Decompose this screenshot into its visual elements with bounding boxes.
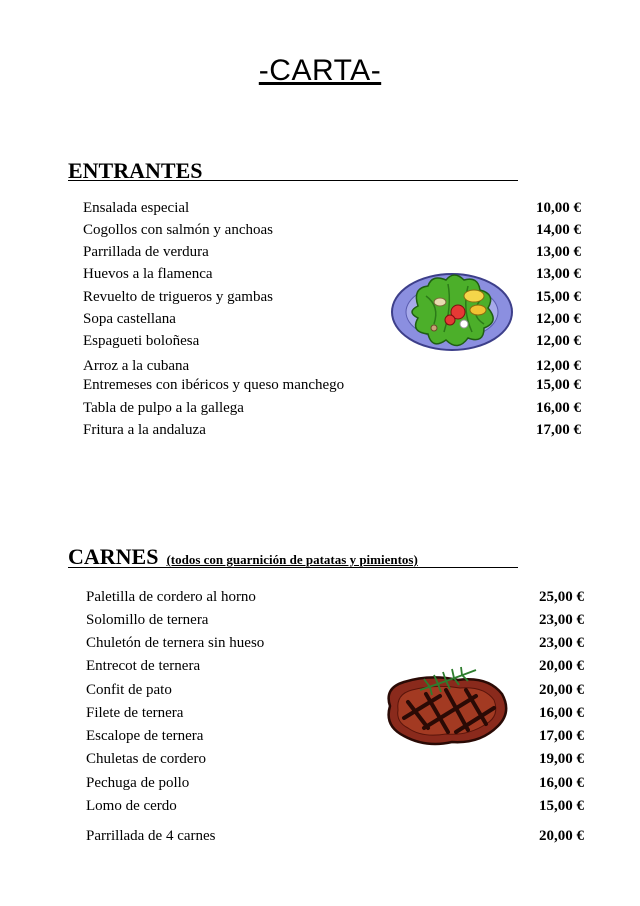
menu-item-price: 16,00 € [539,775,584,791]
menu-item-name: Solomillo de ternera [86,612,209,628]
menu-item-name: Fritura a la andaluza [83,422,206,438]
menu-item [83,377,581,397]
menu-item [83,200,581,220]
menu-item-price: 12,00 € [536,358,581,374]
menu-item-price: 10,00 € [536,200,581,216]
menu-item-price: 13,00 € [536,244,581,260]
menu-item-price: 16,00 € [539,705,584,721]
menu-item-name: Parrillada de verdura [83,244,209,260]
grilled-steak-icon [380,666,512,750]
menu-item-name: Chuletón de ternera sin hueso [86,635,265,651]
menu-item [86,775,584,795]
menu-item-price: 25,00 € [539,589,584,605]
menu-item-name: Espagueti boloñesa [83,333,200,349]
menu-item-price: 14,00 € [536,222,581,238]
menu-item-name: Paletilla de cordero al horno [86,589,256,605]
menu-item-price: 15,00 € [536,289,581,305]
menu-item-name: Huevos a la flamenca [83,266,213,282]
menu-item-price: 19,00 € [539,751,584,767]
menu-item-price: 17,00 € [539,728,584,744]
menu-item-name: Tabla de pulpo a la gallega [83,400,244,416]
menu-item-price: 15,00 € [536,377,581,393]
menu-item-price: 15,00 € [539,798,584,814]
menu-item [83,222,581,242]
menu-item [83,422,581,442]
menu-item [83,358,581,378]
menu-item-price: 23,00 € [539,635,584,651]
menu-item [86,798,584,818]
menu-item [86,635,584,655]
menu-item [83,244,581,264]
menu-item-name: Ensalada especial [83,200,190,216]
menu-item-name: Revuelto de trigueros y gambas [83,289,273,305]
menu-item [86,589,584,609]
menu-item-name: Parrillada de 4 carnes [86,828,216,844]
menu-item [86,751,584,771]
menu-item-name: Chuletas de cordero [86,751,206,767]
menu-item-name: Lomo de cerdo [86,798,177,814]
carnes-heading [68,544,518,568]
menu-item-price: 12,00 € [536,311,581,327]
menu-item-name: Filete de ternera [86,705,184,721]
menu-item-price: 16,00 € [536,400,581,416]
menu-item-name: Arroz a la cubana [83,358,190,374]
entrantes-heading [68,158,518,181]
menu-item-name: Entremeses con ibéricos y queso manchego [83,377,345,393]
menu-item-name: Entrecot de ternera [86,658,201,674]
carnes-title: CARNES [68,544,159,569]
menu-item-name: Sopa castellana [83,311,176,327]
menu-item [86,828,584,848]
menu-item-price: 23,00 € [539,612,584,628]
salad-plate-icon [388,266,516,356]
page-title: -CARTA- [258,54,382,87]
menu-item-price: 20,00 € [539,682,584,698]
menu-item [83,400,581,420]
menu-item-price: 20,00 € [539,828,584,844]
menu-item-name: Cogollos con salmón y anchoas [83,222,273,238]
menu-item-name: Escalope de ternera [86,728,204,744]
menu-item-price: 13,00 € [536,266,581,282]
entrantes-title: ENTRANTES [68,158,203,183]
menu-item-price: 12,00 € [536,333,581,349]
menu-item [86,612,584,632]
menu-item-name: Pechuga de pollo [86,775,190,791]
menu-item-name: Confit de pato [86,682,172,698]
carnes-note: (todos con guarnición de patatas y pimientos) [166,552,418,567]
menu-item-price: 20,00 € [539,658,584,674]
menu-item-price: 17,00 € [536,422,581,438]
